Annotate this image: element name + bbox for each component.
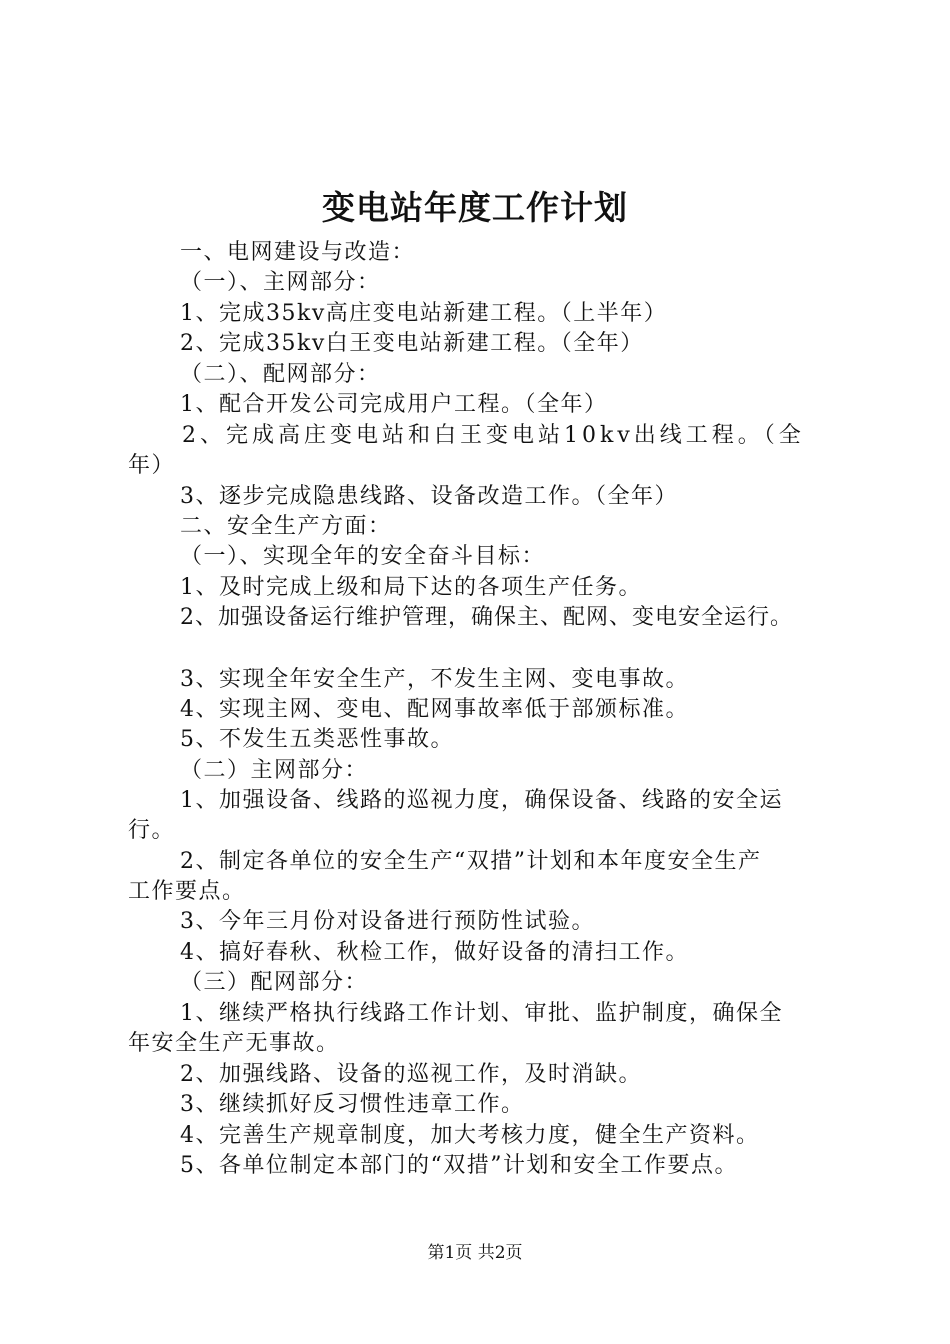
text-line: 工作要点。 [128, 879, 246, 904]
text-line: （三）配网部分： [180, 970, 369, 995]
text-line: 3、实现全年安全生产，不发生主网、变电事故。 [180, 667, 689, 692]
text-line: 2、加强线路、设备的巡视工作，及时消缺。 [180, 1062, 642, 1087]
text-line: 年安全生产无事故。 [128, 1031, 340, 1056]
text-line: 2、制定各单位的安全生产“双措”计划和本年度安全生产 [180, 849, 762, 874]
text-line: （二）主网部分： [180, 758, 369, 783]
text-line: 1、加强设备、线路的巡视力度，确保设备、线路的安全运 [180, 788, 783, 813]
text-line: 3、今年三月份对设备进行预防性试验。 [180, 909, 595, 934]
text-line: 4、实现主网、变电、配网事故率低于部颁标准。 [180, 697, 689, 722]
text-line: 1、配合开发公司完成用户工程。（全年） [180, 392, 608, 417]
text-line: 2、完成35kv白王变电站新建工程。（全年） [180, 331, 644, 356]
text-line: 一、电网建设与改造： [180, 240, 416, 265]
text-line: （一）、实现全年的安全奋斗目标： [180, 544, 546, 569]
text-line: （二）、配网部分： [180, 362, 381, 387]
text-line: 二、安全生产方面： [180, 514, 392, 539]
text-line: 行。 [128, 818, 176, 843]
text-line: 1、继续严格执行线路工作计划、审批、监护制度，确保全 [180, 1001, 783, 1026]
text-line: 4、搞好春秋、秋检工作，做好设备的清扫工作。 [180, 940, 689, 965]
text-line: 3、逐步完成隐患线路、设备改造工作。（全年） [180, 484, 678, 509]
text-line: 3、继续抓好反习惯性违章工作。 [180, 1092, 525, 1117]
text-line: 4、完善生产规章制度，加大考核力度，健全生产资料。 [180, 1123, 760, 1148]
text-line: 1、完成35kv高庄变电站新建工程。（上半年） [180, 301, 668, 326]
document-title: 变电站年度工作计划 [322, 188, 628, 227]
page-footer: 第1页 共2页 [427, 1243, 523, 1263]
text-line: 1、及时完成上级和局下达的各项生产任务。 [180, 575, 642, 600]
text-line: 2、完成高庄变电站和白王变电站10kv出线工程。（全 [182, 423, 805, 448]
text-line: 5、各单位制定本部门的“双措”计划和安全工作要点。 [180, 1153, 738, 1178]
text-line: 2、加强设备运行维护管理，确保主、配网、变电安全运行。 [180, 605, 793, 630]
text-line: 年） [128, 453, 176, 478]
text-line: （一）、主网部分： [180, 270, 381, 295]
text-line: 5、不发生五类恶性事故。 [180, 727, 454, 752]
